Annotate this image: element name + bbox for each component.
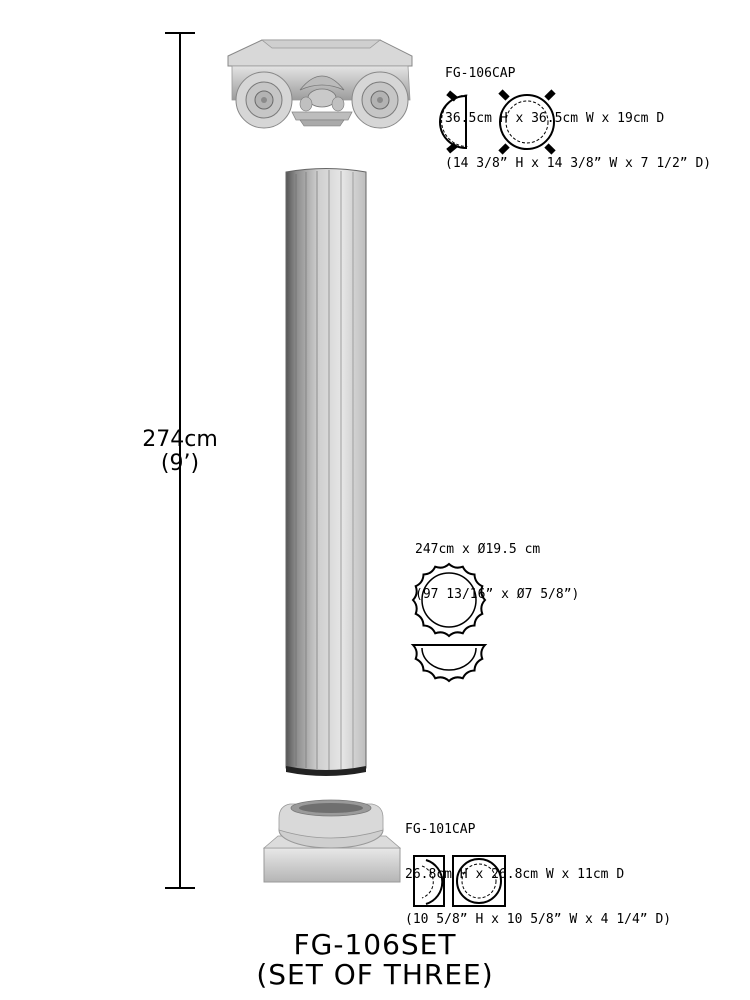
- product-subtitle: (SET OF THREE): [256, 958, 494, 991]
- capital-abacus: [228, 40, 412, 66]
- base-illustration: [264, 800, 400, 882]
- height-imperial: (9’): [160, 451, 200, 476]
- product-code: FG-106SET: [293, 928, 457, 961]
- shaft-illustration: [286, 169, 366, 777]
- base-metric: 26.8cm H x 26.8cm W x 11cm D: [405, 867, 625, 882]
- capital-right-volute: [352, 72, 408, 128]
- product-title: [0, 930, 750, 990]
- base-spec: [405, 792, 671, 942]
- capital-spec: [445, 36, 711, 186]
- shaft-imperial: (97 13/16” x Ø7 5/8”): [415, 587, 580, 602]
- base-imperial: (10 5/8” H x 10 5/8” W x 4 1/4” D): [405, 912, 672, 927]
- capital-metric: 36.5cm H x 36.5cm W x 19cm D: [445, 111, 665, 126]
- height-metric: 274cm: [142, 427, 218, 452]
- shaft-metric: 247cm x Ø19.5 cm: [415, 542, 541, 557]
- capital-code: FG-106CAP: [445, 66, 516, 81]
- capital-imperial: (14 3/8” H x 14 3/8” W x 7 1/2” D): [445, 156, 712, 171]
- base-code: FG-101CAP: [405, 822, 476, 837]
- shaft-half-section-icon: [413, 645, 485, 681]
- shaft-spec: [415, 512, 579, 617]
- capital-left-volute: [236, 72, 292, 128]
